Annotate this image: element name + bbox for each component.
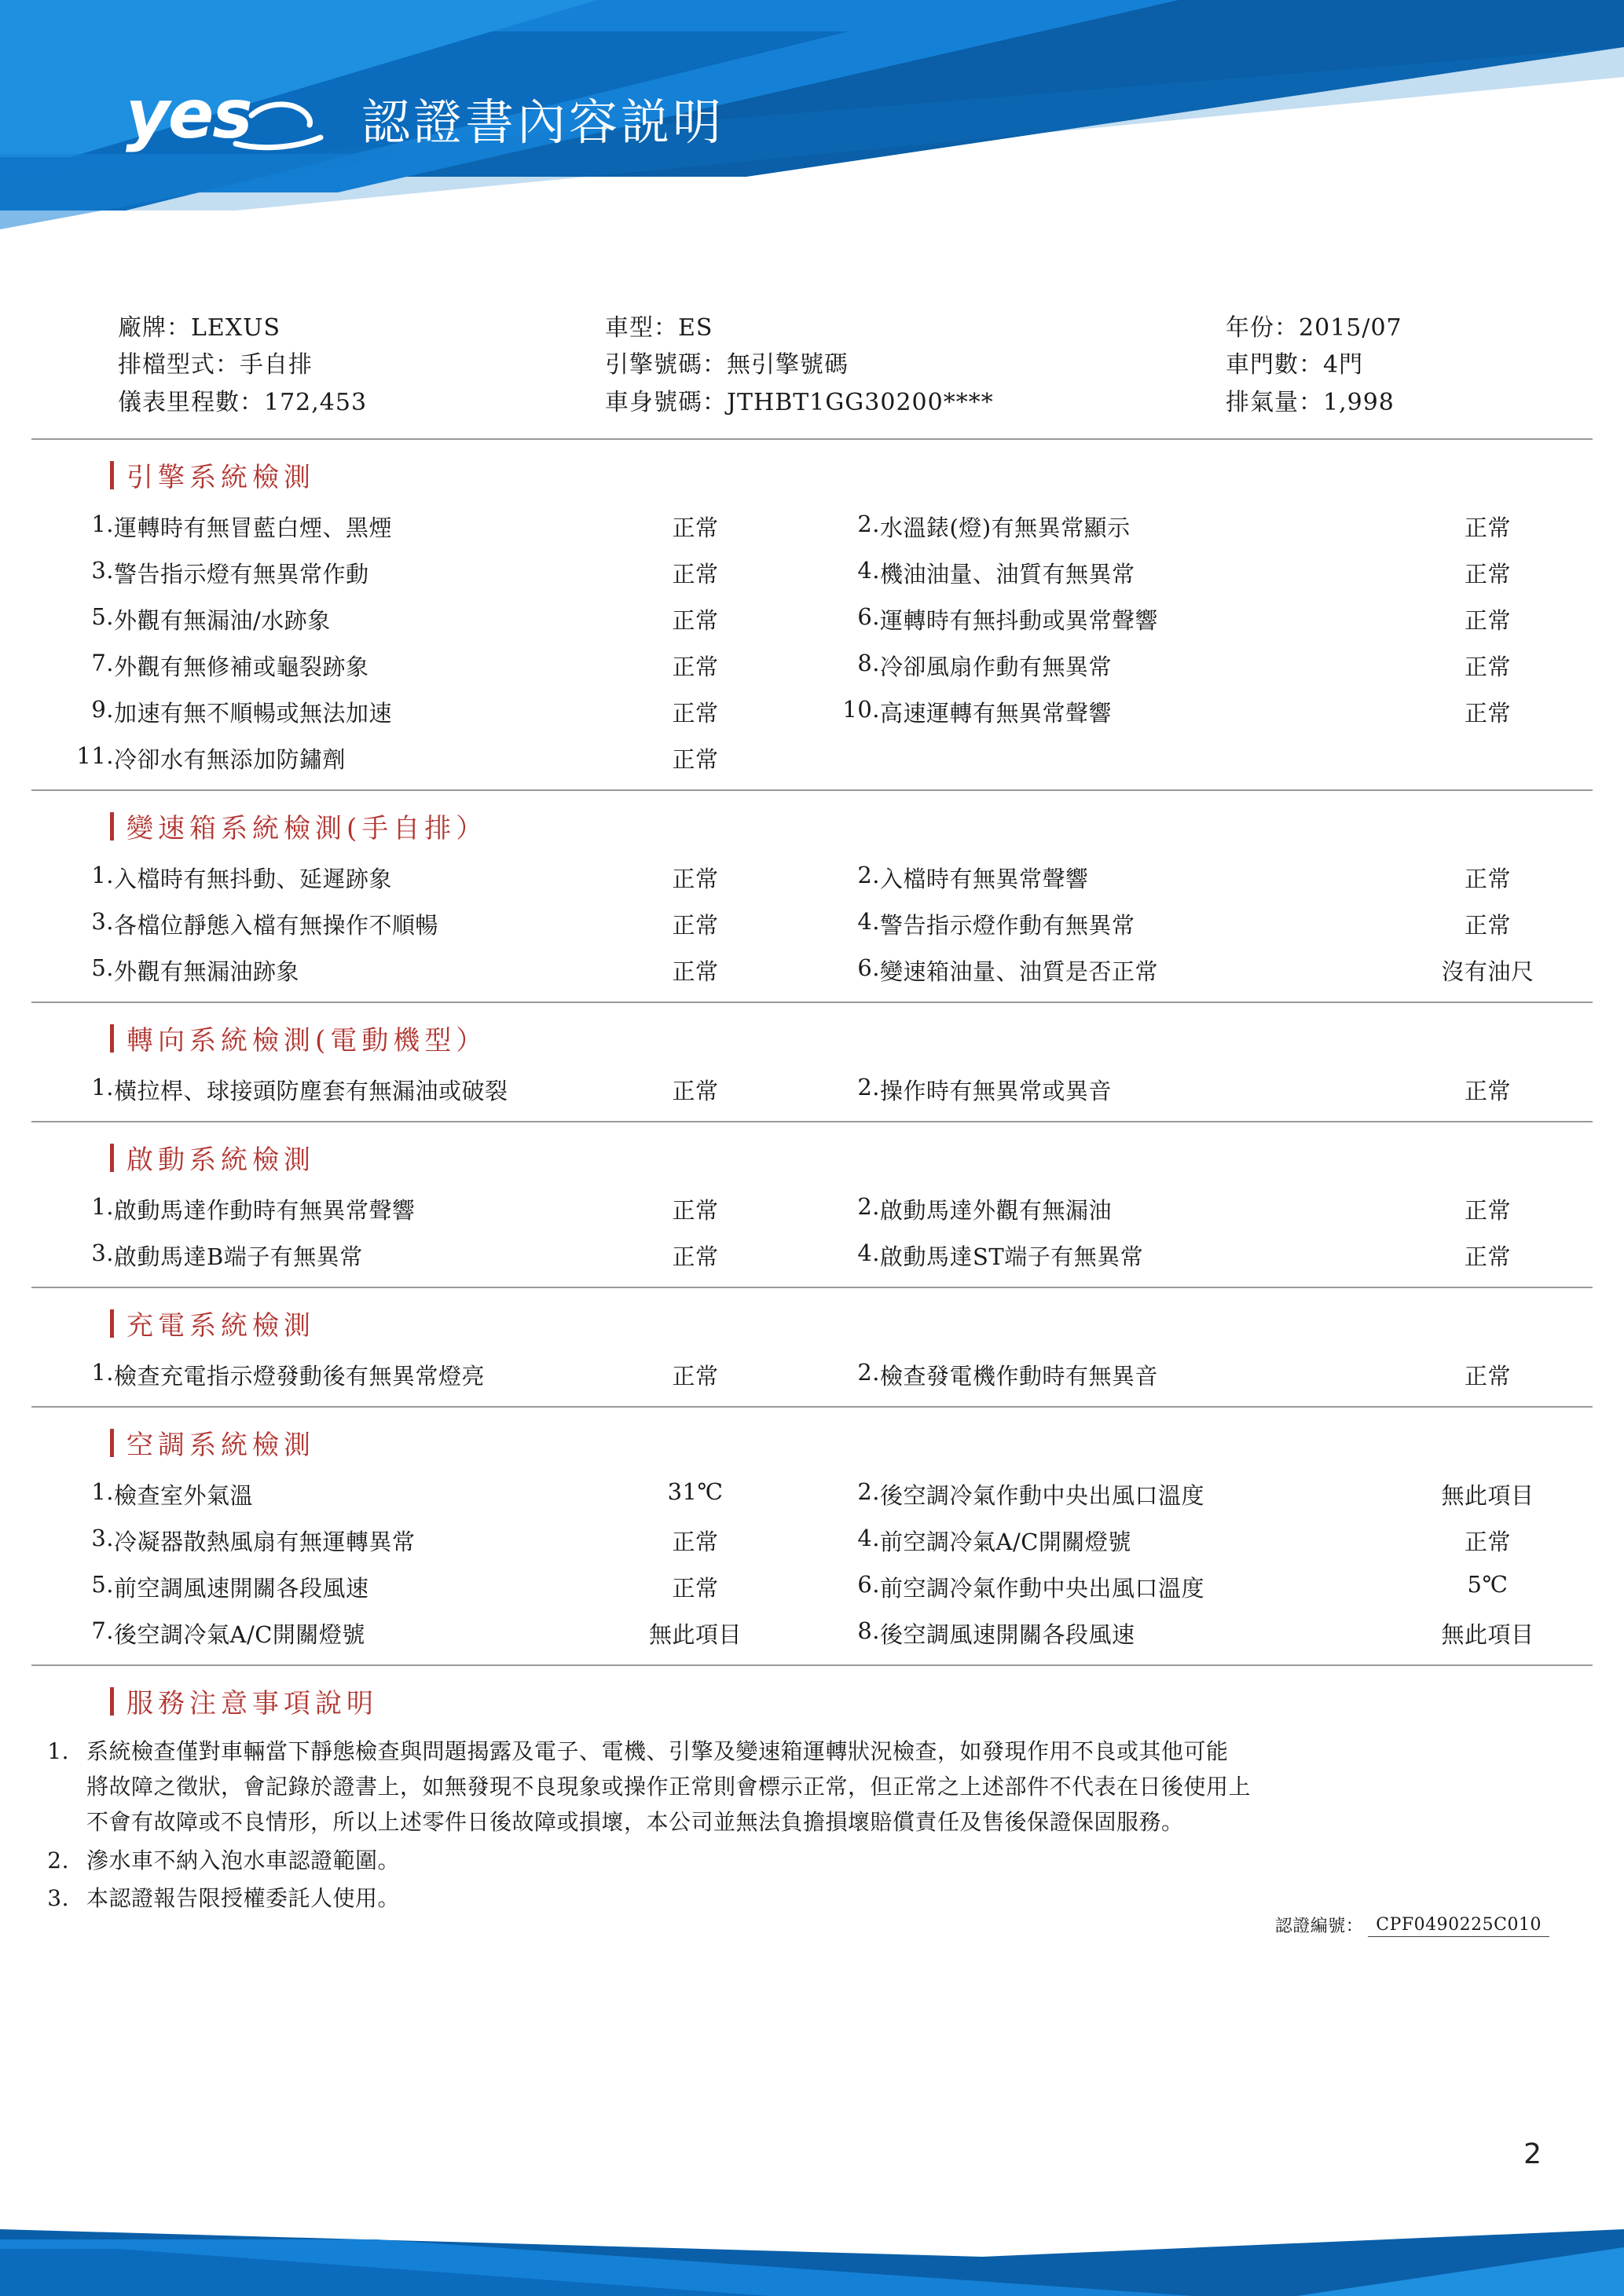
section-heading-label: 啟動系統檢測 [126, 1144, 315, 1177]
item-label: 運轉時有無冒藍白煙、黑煙 [114, 514, 393, 542]
item-result-value: 正常 [672, 866, 719, 893]
item-label: 啟動馬達B端子有無異常 [114, 1243, 363, 1271]
item-label: 各檔位靜態入檔有無操作不順暢 [114, 912, 439, 939]
section-accent-bar [110, 461, 114, 489]
vehicle-info-field: 車身號碼：JTHBT1GG30200**** [605, 388, 994, 416]
item-label: 啟動馬達ST端子有無異常 [880, 1243, 1144, 1271]
section-heading-label: 服務注意事項說明 [126, 1688, 378, 1720]
notes-wrapper [31, 1730, 1593, 1937]
column-gap [774, 1352, 797, 1398]
item-result-value: 正常 [1464, 1529, 1511, 1556]
certificate-number-label: 認證編號： [1274, 1917, 1364, 1937]
item-label: 啟動馬達作動時有無異常聲響 [114, 1197, 416, 1225]
item-number: 1. [91, 1478, 114, 1506]
table-row [31, 901, 1593, 947]
item-label: 高速運轉有無異常聲響 [880, 700, 1113, 727]
column-gap [774, 901, 797, 947]
item-result-value: 正常 [1464, 607, 1511, 635]
item-label: 冷卻風扇作動有無異常 [880, 654, 1113, 681]
item-number: 4. [857, 908, 880, 936]
vehicle-info-field: 年份：2015/07 [1226, 314, 1402, 342]
inspection-section [31, 1003, 1593, 1122]
svg-text:yes: yes [126, 75, 251, 154]
inspection-item-table [31, 1352, 1593, 1398]
service-notes-section [31, 1666, 1593, 1942]
section-heading [31, 1288, 1593, 1352]
table-row [31, 1471, 1593, 1518]
item-result-value: 正常 [672, 654, 719, 681]
vehicle-info-field: 排氣量：1,998 [1226, 388, 1395, 416]
vehicle-info-field: 車型：ES [605, 314, 713, 342]
item-number: 6. [857, 954, 880, 982]
section-heading-label: 轉向系統檢測(電動機型） [126, 1025, 488, 1057]
item-label: 檢查室外氣溫 [114, 1482, 254, 1510]
vehicle-info-field: 引擎號碼：無引擎號碼 [605, 351, 849, 379]
item-label: 檢查充電指示燈發動後有無異常燈亮 [114, 1363, 486, 1390]
table-row [31, 596, 1593, 643]
inspection-section [31, 1288, 1593, 1408]
note-line: 將故障之徵狀，會記錄於證書上，如無發現不良現象或操作正常則會標示正常，但正常之上述部件不代表在日後使用上 [86, 1773, 1252, 1800]
table-row [31, 1067, 1593, 1113]
table-row [31, 947, 1593, 994]
item-result-value: 正常 [1464, 1243, 1511, 1271]
item-number: 2. [857, 1074, 880, 1101]
section-heading [31, 440, 1593, 504]
table-row [31, 1232, 1593, 1279]
item-result-value: 正常 [1464, 1363, 1511, 1390]
item-result-value: 正常 [672, 912, 719, 939]
item-label: 冷凝器散熱風扇有無運轉異常 [114, 1529, 416, 1556]
item-result-value: 正常 [1464, 1078, 1511, 1105]
table-row [31, 855, 1593, 901]
item-number: 5. [91, 954, 114, 982]
item-number: 11. [76, 742, 114, 770]
item-label [880, 735, 1383, 782]
inspection-section [31, 440, 1593, 791]
inspection-item-table [31, 504, 1593, 782]
item-label: 橫拉桿、球接頭防塵套有無漏油或破裂 [114, 1078, 508, 1105]
item-label: 警告指示燈作動有無異常 [880, 912, 1135, 939]
item-label: 前空調風速開關各段風速 [114, 1575, 369, 1602]
item-label: 入檔時有無異常聲響 [880, 866, 1089, 893]
item-number: 3. [91, 1240, 114, 1267]
item-label: 運轉時有無抖動或異常聲響 [880, 607, 1159, 635]
column-gap [774, 643, 797, 689]
page-header [0, 0, 1624, 291]
vehicle-info-block [31, 291, 1593, 440]
item-result-value: 無此項目 [648, 1621, 742, 1649]
item-number: 2. [857, 511, 880, 538]
section-accent-bar [110, 1687, 114, 1716]
item-number: 5. [91, 603, 114, 631]
item-label: 後空調冷氣作動中央出風口溫度 [880, 1482, 1205, 1510]
vehicle-info-column-1 [118, 309, 605, 421]
item-result-value: 正常 [1464, 912, 1511, 939]
vehicle-info-field: 廠牌：LEXUS [118, 314, 281, 342]
section-accent-bar [110, 1429, 114, 1457]
note-body [86, 1881, 1593, 1917]
item-result-value: 正常 [672, 1529, 719, 1556]
item-number: 3. [91, 557, 114, 584]
inspection-section [31, 1408, 1593, 1666]
item-number: 3. [91, 1525, 114, 1552]
note-number: 1. [47, 1738, 69, 1765]
section-heading [31, 1666, 1593, 1730]
item-label: 入檔時有無抖動、延遲跡象 [114, 866, 393, 893]
item-result-value: 正常 [672, 700, 719, 727]
item-label: 外觀有無修補或龜裂跡象 [114, 654, 369, 681]
item-label: 前空調冷氣A/C開關燈號 [880, 1529, 1131, 1556]
note-line: 滲水車不納入泡水車認證範圍。 [86, 1847, 401, 1873]
item-number: 1. [91, 1193, 114, 1221]
column-gap [774, 504, 797, 550]
column-gap [774, 550, 797, 596]
yes-logo-icon [126, 75, 338, 161]
vehicle-info-column-3 [1226, 309, 1506, 421]
item-number: 7. [91, 650, 114, 677]
section-heading [31, 791, 1593, 855]
item-result-value: 正常 [672, 514, 719, 542]
item-number: 3. [91, 908, 114, 936]
section-heading-label: 變速箱系統檢測(手自排） [126, 813, 488, 845]
notes-list [31, 1733, 1593, 1934]
item-number: 6. [857, 603, 880, 631]
item-number: 8. [857, 1617, 880, 1645]
item-number: 1. [91, 1074, 114, 1101]
item-result-value: 正常 [1464, 514, 1511, 542]
section-heading [31, 1408, 1593, 1471]
item-result-value: 正常 [672, 1243, 719, 1271]
item-result-value: 正常 [672, 607, 719, 635]
vehicle-info-field: 排檔型式：手自排 [118, 351, 313, 379]
document-body [0, 291, 1624, 1942]
column-gap [774, 855, 797, 901]
note-body [86, 1844, 1593, 1879]
item-result-value: 無此項目 [1441, 1482, 1534, 1510]
item-result-value: 正常 [672, 1078, 719, 1105]
item-number: 4. [857, 1240, 880, 1267]
inspection-item-table [31, 1067, 1593, 1113]
item-result-value: 5℃ [1467, 1571, 1509, 1598]
column-gap [774, 1067, 797, 1113]
table-row [31, 1610, 1593, 1657]
item-number: 2. [857, 1193, 880, 1221]
table-row [31, 504, 1593, 550]
section-heading [31, 1122, 1593, 1186]
item-label: 啟動馬達外觀有無漏油 [880, 1197, 1113, 1225]
item-result-value [1383, 735, 1593, 782]
column-gap [774, 596, 797, 643]
note-number: 2. [47, 1847, 69, 1873]
column-gap [774, 1564, 797, 1610]
item-label: 前空調冷氣作動中央出風口溫度 [880, 1575, 1205, 1602]
item-number: 2. [857, 862, 880, 889]
item-label: 加速有無不順暢或無法加速 [114, 700, 393, 727]
page-number: 2 [1523, 2138, 1542, 2170]
item-label: 後空調風速開關各段風速 [880, 1621, 1135, 1649]
item-label: 水溫錶(燈)有無異常顯示 [880, 514, 1131, 542]
item-label: 警告指示燈有無異常作動 [114, 561, 369, 588]
item-result-value: 正常 [1464, 561, 1511, 588]
brand-logo-block [126, 75, 724, 161]
item-number: 4. [857, 1525, 880, 1552]
note-number: 3. [47, 1885, 69, 1912]
item-label: 外觀有無漏油跡象 [114, 958, 300, 986]
item-result-value: 正常 [672, 1197, 719, 1225]
item-result-value: 正常 [1464, 700, 1511, 727]
section-accent-bar [110, 1024, 114, 1053]
item-result-value: 沒有油尺 [1441, 958, 1534, 986]
note-line: 不會有故障或不良情形，所以上述零件日後故障或損壞，本公司並無法負擔損壞賠償責任及售後保證保固服務。 [86, 1808, 1184, 1835]
column-gap [774, 1186, 797, 1232]
note-line: 本認證報告限授權委託人使用。 [86, 1885, 401, 1912]
table-row [31, 1564, 1593, 1610]
footer-banner-graphic [0, 2060, 1624, 2296]
table-row [31, 735, 1593, 782]
item-number: 1. [91, 1359, 114, 1386]
inspection-item-table [31, 1471, 1593, 1657]
table-row [31, 1518, 1593, 1564]
vehicle-info-field: 儀表里程數：172,453 [118, 388, 368, 416]
item-number: 5. [91, 1571, 114, 1598]
table-row [31, 689, 1593, 735]
item-result-value: 無此項目 [1441, 1621, 1534, 1649]
item-number: 10. [842, 696, 880, 723]
item-label: 冷卻水有無添加防鏽劑 [114, 746, 346, 774]
item-label: 後空調冷氣A/C開關燈號 [114, 1621, 365, 1649]
item-number: 1. [91, 511, 114, 538]
item-label: 變速箱油量、油質是否正常 [880, 958, 1159, 986]
note-line: 系統檢查僅對車輛當下靜態檢查與問題揭露及電子、電機、引擎及變速箱運轉狀況檢查，如發現作用不良或其他可能 [86, 1738, 1229, 1765]
item-result-value: 正常 [672, 561, 719, 588]
item-number: 6. [857, 1571, 880, 1598]
section-accent-bar [110, 1309, 114, 1338]
section-accent-bar [110, 812, 114, 840]
inspection-section [31, 1122, 1593, 1288]
column-gap [774, 689, 797, 735]
item-label: 外觀有無漏油/水跡象 [114, 607, 331, 635]
item-label: 操作時有無異常或異音 [880, 1078, 1113, 1105]
item-number: 2. [857, 1478, 880, 1506]
table-row [31, 1186, 1593, 1232]
inspection-sections [31, 440, 1593, 1666]
vehicle-info-field: 車門數：4門 [1226, 351, 1364, 379]
item-label: 檢查發電機作動時有無異音 [880, 1363, 1159, 1390]
page-footer [0, 2060, 1624, 2296]
note-body [86, 1734, 1593, 1840]
table-row [31, 1352, 1593, 1398]
item-number: 2. [857, 1359, 880, 1386]
item-result-value: 正常 [672, 746, 719, 774]
section-heading-label: 充電系統檢測 [126, 1310, 315, 1342]
list-item [31, 1733, 1593, 1841]
item-number: 4. [857, 557, 880, 584]
inspection-item-table [31, 855, 1593, 994]
column-gap [774, 1610, 797, 1657]
item-result-value: 正常 [1464, 1197, 1511, 1225]
vehicle-info-column-2 [605, 309, 1226, 421]
column-gap [774, 1232, 797, 1279]
item-result-value: 正常 [672, 1363, 719, 1390]
item-result-value: 31℃ [667, 1478, 724, 1506]
item-result-value: 正常 [1464, 654, 1511, 681]
item-result-value: 正常 [672, 1575, 719, 1602]
section-heading-label: 空調系統檢測 [126, 1430, 315, 1462]
column-gap [774, 735, 797, 782]
item-number: 9. [91, 696, 114, 723]
item-number: 7. [91, 1617, 114, 1645]
certificate-number [1275, 1913, 1549, 1937]
column-gap [774, 1471, 797, 1518]
column-gap [774, 1518, 797, 1564]
inspection-section [31, 791, 1593, 1003]
certificate-number-value: CPF0490225C010 [1368, 1915, 1549, 1937]
section-heading-label: 引擎系統檢測 [126, 462, 315, 494]
table-row [31, 643, 1593, 689]
page-title: 認證書內容説明 [361, 93, 725, 151]
item-label: 機油油量、油質有無異常 [880, 561, 1135, 588]
list-item [31, 1842, 1593, 1880]
column-gap [774, 947, 797, 994]
item-result-value: 正常 [672, 958, 719, 986]
item-number [797, 735, 880, 782]
item-number: 8. [857, 650, 880, 677]
item-number: 1. [91, 862, 114, 889]
inspection-item-table [31, 1186, 1593, 1279]
section-accent-bar [110, 1144, 114, 1172]
section-heading [31, 1003, 1593, 1067]
table-row [31, 550, 1593, 596]
item-result-value: 正常 [1464, 866, 1511, 893]
